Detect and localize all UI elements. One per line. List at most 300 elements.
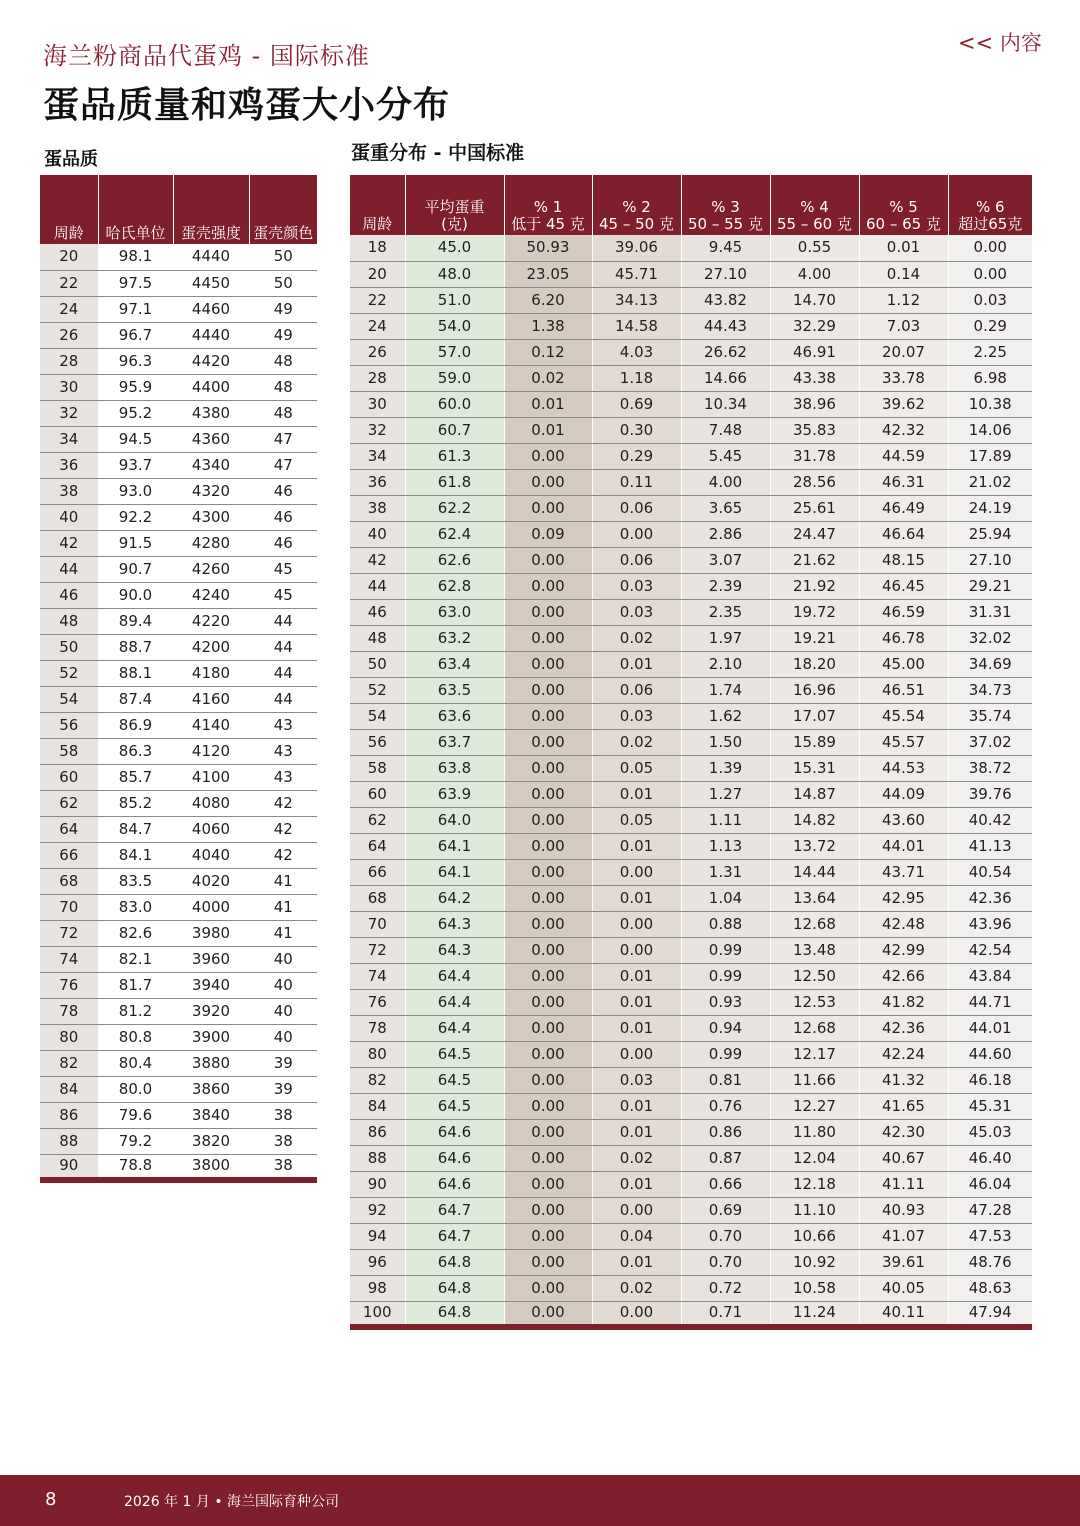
egg-size-cell: 41.13	[948, 833, 1032, 859]
egg-size-cell: 0.03	[592, 703, 681, 729]
egg-size-row	[350, 391, 1032, 417]
egg-size-cell: 25.61	[770, 495, 859, 521]
egg-quality-cell: 44	[249, 608, 317, 634]
egg-size-cell: 52	[350, 677, 405, 703]
egg-quality-cell: 50	[40, 634, 98, 660]
egg-quality-row	[40, 608, 317, 634]
egg-size-cell: 0.01	[592, 989, 681, 1015]
egg-size-cell: 46.49	[859, 495, 948, 521]
egg-size-cell: 42.36	[859, 1015, 948, 1041]
egg-size-cell: 76	[350, 989, 405, 1015]
egg-size-cell: 0.11	[592, 469, 681, 495]
egg-size-cell: 45.00	[859, 651, 948, 677]
egg-size-header-line2: (克)	[441, 215, 468, 233]
egg-quality-row	[40, 478, 317, 504]
egg-size-cell: 50.93	[504, 235, 592, 261]
egg-size-cell: 56	[350, 729, 405, 755]
egg-quality-row	[40, 1102, 317, 1128]
egg-quality-row	[40, 790, 317, 816]
egg-size-row	[350, 1041, 1032, 1067]
egg-quality-cell: 86.9	[98, 712, 173, 738]
egg-size-cell: 38	[350, 495, 405, 521]
egg-size-cell: 44.09	[859, 781, 948, 807]
egg-quality-cell: 3800	[173, 1154, 249, 1180]
egg-size-cell: 6.20	[504, 287, 592, 313]
egg-size-row	[350, 651, 1032, 677]
egg-quality-row	[40, 1050, 317, 1076]
egg-size-cell: 0.00	[504, 755, 592, 781]
egg-size-cell: 51.0	[405, 287, 504, 313]
egg-quality-row	[40, 426, 317, 452]
egg-quality-row	[40, 894, 317, 920]
egg-size-cell: 0.00	[592, 911, 681, 937]
egg-size-cell: 15.89	[770, 729, 859, 755]
egg-size-cell: 2.86	[681, 521, 770, 547]
egg-quality-cell: 78.8	[98, 1154, 173, 1180]
egg-size-cell: 4.00	[770, 261, 859, 287]
egg-size-cell: 64.5	[405, 1041, 504, 1067]
egg-size-cell: 0.02	[504, 365, 592, 391]
egg-quality-row	[40, 634, 317, 660]
egg-quality-cell: 47	[249, 452, 317, 478]
egg-size-row	[350, 755, 1032, 781]
egg-size-row	[350, 365, 1032, 391]
egg-size-cell: 42.30	[859, 1119, 948, 1145]
egg-size-row	[350, 573, 1032, 599]
egg-quality-cell: 41	[249, 894, 317, 920]
egg-quality-cell: 40	[249, 946, 317, 972]
egg-quality-row	[40, 1024, 317, 1050]
egg-quality-cell: 45	[249, 556, 317, 582]
egg-size-cell: 60.0	[405, 391, 504, 417]
egg-size-cell: 63.6	[405, 703, 504, 729]
egg-quality-cell: 72	[40, 920, 98, 946]
egg-size-cell: 64.3	[405, 937, 504, 963]
egg-size-cell: 42.24	[859, 1041, 948, 1067]
egg-quality-row	[40, 842, 317, 868]
egg-size-cell: 63.2	[405, 625, 504, 651]
egg-quality-cell: 3980	[173, 920, 249, 946]
egg-quality-cell: 83.0	[98, 894, 173, 920]
egg-size-cell: 0.00	[592, 1041, 681, 1067]
egg-size-cell: 0.00	[592, 1301, 681, 1327]
egg-size-cell: 7.03	[859, 313, 948, 339]
egg-size-header-line1: % 5	[889, 198, 918, 216]
egg-size-cell: 0.00	[504, 547, 592, 573]
egg-size-cell: 42.66	[859, 963, 948, 989]
egg-quality-cell: 45	[249, 582, 317, 608]
egg-quality-cell: 4340	[173, 452, 249, 478]
egg-size-cell: 1.12	[859, 287, 948, 313]
egg-size-cell: 66	[350, 859, 405, 885]
egg-quality-cell: 81.7	[98, 972, 173, 998]
egg-size-cell: 10.92	[770, 1249, 859, 1275]
egg-size-cell: 16.96	[770, 677, 859, 703]
egg-quality-row	[40, 946, 317, 972]
egg-size-column-header	[350, 175, 405, 235]
egg-size-row	[350, 781, 1032, 807]
egg-quality-row	[40, 374, 317, 400]
egg-size-cell: 0.00	[504, 729, 592, 755]
egg-quality-cell: 4280	[173, 530, 249, 556]
egg-quality-cell: 3940	[173, 972, 249, 998]
egg-size-cell: 2.39	[681, 573, 770, 599]
egg-size-cell: 0.00	[504, 573, 592, 599]
egg-size-cell: 31.31	[948, 599, 1032, 625]
egg-size-cell: 12.50	[770, 963, 859, 989]
egg-size-row	[350, 1197, 1032, 1223]
egg-quality-cell: 4360	[173, 426, 249, 452]
egg-size-cell: 1.38	[504, 313, 592, 339]
egg-size-cell: 0.01	[592, 885, 681, 911]
egg-size-cell: 0.99	[681, 963, 770, 989]
egg-size-cell: 0.00	[504, 911, 592, 937]
egg-size-cell: 9.45	[681, 235, 770, 261]
egg-size-cell: 20.07	[859, 339, 948, 365]
egg-size-row	[350, 625, 1032, 651]
egg-size-cell: 46.40	[948, 1145, 1032, 1171]
egg-size-row	[350, 339, 1032, 365]
egg-size-cell: 1.13	[681, 833, 770, 859]
egg-size-cell: 42	[350, 547, 405, 573]
egg-size-cell: 46.45	[859, 573, 948, 599]
egg-quality-cell: 96.3	[98, 348, 173, 374]
egg-size-cell: 64.4	[405, 989, 504, 1015]
egg-size-cell: 46.64	[859, 521, 948, 547]
egg-size-cell: 33.78	[859, 365, 948, 391]
egg-quality-cell: 92.2	[98, 504, 173, 530]
egg-size-cell: 0.00	[504, 1223, 592, 1249]
egg-size-cell: 0.00	[592, 1197, 681, 1223]
egg-quality-cell: 41	[249, 920, 317, 946]
egg-quality-cell: 48	[249, 348, 317, 374]
egg-size-cell: 40	[350, 521, 405, 547]
egg-size-cell: 44	[350, 573, 405, 599]
egg-size-cell: 0.00	[504, 1119, 592, 1145]
egg-size-cell: 0.00	[504, 1067, 592, 1093]
egg-quality-cell: 85.7	[98, 764, 173, 790]
egg-quality-cell: 42	[40, 530, 98, 556]
egg-size-header-line2: 50 – 55 克	[688, 215, 763, 233]
egg-size-header-line1: % 4	[800, 198, 829, 216]
egg-quality-cell: 62	[40, 790, 98, 816]
egg-size-cell: 0.00	[504, 651, 592, 677]
egg-size-cell: 41.82	[859, 989, 948, 1015]
egg-size-cell: 63.5	[405, 677, 504, 703]
egg-quality-section-title: 蛋品质	[44, 149, 98, 170]
egg-size-cell: 62.2	[405, 495, 504, 521]
egg-size-cell: 64.5	[405, 1093, 504, 1119]
egg-size-cell: 41.65	[859, 1093, 948, 1119]
egg-quality-cell: 43	[249, 738, 317, 764]
egg-size-cell: 14.66	[681, 365, 770, 391]
egg-size-cell: 0.29	[592, 443, 681, 469]
egg-quality-cell: 90.7	[98, 556, 173, 582]
egg-size-cell: 40.05	[859, 1275, 948, 1301]
egg-quality-cell: 79.2	[98, 1128, 173, 1154]
egg-size-cell: 63.4	[405, 651, 504, 677]
egg-size-cell: 26.62	[681, 339, 770, 365]
egg-size-cell: 24.19	[948, 495, 1032, 521]
egg-quality-row	[40, 244, 317, 270]
egg-size-cell: 23.05	[504, 261, 592, 287]
egg-quality-cell: 95.2	[98, 400, 173, 426]
egg-size-row	[350, 1249, 1032, 1275]
egg-size-cell: 39.06	[592, 235, 681, 261]
egg-size-header-line1: % 1	[533, 198, 563, 216]
egg-size-cell: 0.99	[681, 937, 770, 963]
egg-size-table	[350, 175, 1032, 1330]
document-subtitle: 海兰粉商品代蛋鸡 - 国际标准	[43, 42, 370, 70]
egg-size-cell: 0.00	[504, 807, 592, 833]
egg-size-cell: 2.10	[681, 651, 770, 677]
egg-quality-row	[40, 582, 317, 608]
egg-size-cell: 50	[350, 651, 405, 677]
egg-size-cell: 0.09	[504, 521, 592, 547]
egg-size-cell: 4.00	[681, 469, 770, 495]
egg-quality-cell: 4020	[173, 868, 249, 894]
egg-size-cell: 0.70	[681, 1223, 770, 1249]
egg-size-cell: 60	[350, 781, 405, 807]
egg-size-cell: 64.7	[405, 1197, 504, 1223]
egg-size-cell: 1.11	[681, 807, 770, 833]
egg-size-cell: 48.76	[948, 1249, 1032, 1275]
egg-size-cell: 40.93	[859, 1197, 948, 1223]
egg-size-row	[350, 911, 1032, 937]
egg-size-cell: 45.0	[405, 235, 504, 261]
egg-size-cell: 14.58	[592, 313, 681, 339]
egg-size-cell: 17.07	[770, 703, 859, 729]
egg-size-cell: 14.87	[770, 781, 859, 807]
egg-size-cell: 40.67	[859, 1145, 948, 1171]
egg-size-header-line2: 55 – 60 克	[777, 215, 852, 233]
egg-size-row	[350, 677, 1032, 703]
egg-size-cell: 84	[350, 1093, 405, 1119]
egg-quality-cell: 90	[40, 1154, 98, 1180]
egg-size-cell: 42.95	[859, 885, 948, 911]
egg-size-cell: 46.91	[770, 339, 859, 365]
egg-quality-cell: 96.7	[98, 322, 173, 348]
egg-quality-cell: 43	[249, 764, 317, 790]
egg-quality-cell: 40	[249, 1024, 317, 1050]
egg-quality-cell: 50	[249, 270, 317, 296]
egg-size-cell: 0.03	[592, 1067, 681, 1093]
egg-size-cell: 47.28	[948, 1197, 1032, 1223]
egg-quality-cell: 38	[249, 1128, 317, 1154]
egg-size-cell: 0.93	[681, 989, 770, 1015]
egg-quality-cell: 34	[40, 426, 98, 452]
egg-size-cell: 0.01	[592, 963, 681, 989]
egg-quality-cell: 22	[40, 270, 98, 296]
egg-size-cell: 0.88	[681, 911, 770, 937]
egg-size-cell: 0.01	[592, 1249, 681, 1275]
egg-size-cell: 0.00	[504, 859, 592, 885]
egg-size-cell: 0.00	[592, 521, 681, 547]
egg-size-cell: 0.00	[592, 859, 681, 885]
egg-size-cell: 70	[350, 911, 405, 937]
egg-size-cell: 12.04	[770, 1145, 859, 1171]
egg-size-cell: 0.00	[504, 1249, 592, 1275]
egg-size-cell: 13.72	[770, 833, 859, 859]
egg-size-cell: 68	[350, 885, 405, 911]
egg-quality-cell: 42	[249, 816, 317, 842]
egg-size-cell: 64.3	[405, 911, 504, 937]
egg-size-cell: 0.00	[504, 1301, 592, 1327]
egg-quality-cell: 97.5	[98, 270, 173, 296]
egg-size-cell: 40.11	[859, 1301, 948, 1327]
egg-quality-cell: 4260	[173, 556, 249, 582]
egg-quality-cell: 4200	[173, 634, 249, 660]
egg-size-cell: 7.48	[681, 417, 770, 443]
egg-size-header-line1: 平均蛋重	[424, 198, 485, 216]
egg-quality-cell: 44	[40, 556, 98, 582]
egg-quality-row	[40, 920, 317, 946]
egg-size-cell: 47.94	[948, 1301, 1032, 1327]
egg-size-cell: 11.80	[770, 1119, 859, 1145]
egg-quality-cell: 76	[40, 972, 98, 998]
egg-size-cell: 1.04	[681, 885, 770, 911]
egg-quality-cell: 84	[40, 1076, 98, 1102]
egg-size-cell: 0.66	[681, 1171, 770, 1197]
egg-quality-cell: 81.2	[98, 998, 173, 1024]
egg-quality-cell: 84.1	[98, 842, 173, 868]
egg-size-cell: 48.63	[948, 1275, 1032, 1301]
egg-size-cell: 45.31	[948, 1093, 1032, 1119]
egg-quality-cell: 52	[40, 660, 98, 686]
egg-size-cell: 0.03	[592, 573, 681, 599]
egg-size-cell: 1.74	[681, 677, 770, 703]
egg-size-header-line2: 低于 45 克	[511, 215, 585, 233]
egg-size-cell: 0.00	[504, 1275, 592, 1301]
egg-size-cell: 1.39	[681, 755, 770, 781]
egg-size-cell: 54.0	[405, 313, 504, 339]
egg-size-cell: 61.3	[405, 443, 504, 469]
egg-size-cell: 29.21	[948, 573, 1032, 599]
egg-size-cell: 0.00	[504, 885, 592, 911]
egg-size-cell: 63.8	[405, 755, 504, 781]
egg-size-cell: 1.27	[681, 781, 770, 807]
egg-size-cell: 3.07	[681, 547, 770, 573]
egg-size-row	[350, 1171, 1032, 1197]
egg-size-cell: 45.03	[948, 1119, 1032, 1145]
egg-size-cell: 0.05	[592, 755, 681, 781]
egg-size-row	[350, 313, 1032, 339]
egg-size-cell: 88	[350, 1145, 405, 1171]
egg-quality-cell: 90.0	[98, 582, 173, 608]
egg-quality-cell: 46	[249, 530, 317, 556]
egg-quality-cell: 28	[40, 348, 98, 374]
egg-size-column-header	[859, 175, 948, 235]
egg-size-cell: 0.00	[504, 1015, 592, 1041]
egg-quality-cell: 4450	[173, 270, 249, 296]
egg-quality-cell: 98.1	[98, 244, 173, 270]
egg-quality-row	[40, 972, 317, 998]
egg-quality-row	[40, 868, 317, 894]
egg-size-cell: 0.01	[592, 1119, 681, 1145]
egg-quality-cell: 4120	[173, 738, 249, 764]
egg-size-cell: 63.7	[405, 729, 504, 755]
egg-quality-cell: 82	[40, 1050, 98, 1076]
egg-size-cell: 39.61	[859, 1249, 948, 1275]
egg-quality-cell: 20	[40, 244, 98, 270]
egg-quality-row	[40, 686, 317, 712]
egg-size-cell: 0.00	[504, 495, 592, 521]
contents-link[interactable]: << 内容	[958, 31, 1042, 55]
egg-size-cell: 21.92	[770, 573, 859, 599]
egg-size-cell: 42.99	[859, 937, 948, 963]
egg-size-cell: 20	[350, 261, 405, 287]
egg-size-cell: 0.02	[592, 625, 681, 651]
egg-quality-cell: 91.5	[98, 530, 173, 556]
egg-quality-cell: 97.1	[98, 296, 173, 322]
egg-size-cell: 42.32	[859, 417, 948, 443]
egg-quality-cell: 4040	[173, 842, 249, 868]
egg-size-cell: 63.9	[405, 781, 504, 807]
egg-size-cell: 0.01	[592, 1093, 681, 1119]
egg-quality-cell: 87.4	[98, 686, 173, 712]
egg-size-cell: 11.66	[770, 1067, 859, 1093]
egg-size-cell: 1.50	[681, 729, 770, 755]
egg-size-cell: 0.00	[504, 989, 592, 1015]
egg-quality-cell: 4420	[173, 348, 249, 374]
egg-quality-cell: 4180	[173, 660, 249, 686]
egg-size-cell: 0.69	[681, 1197, 770, 1223]
egg-size-cell: 0.94	[681, 1015, 770, 1041]
egg-size-cell: 0.06	[592, 547, 681, 573]
egg-size-cell: 100	[350, 1301, 405, 1327]
egg-quality-cell: 42	[249, 790, 317, 816]
egg-size-row	[350, 235, 1032, 261]
egg-quality-cell: 38	[249, 1102, 317, 1128]
egg-size-cell: 13.64	[770, 885, 859, 911]
egg-size-cell: 1.97	[681, 625, 770, 651]
egg-size-cell: 27.10	[681, 261, 770, 287]
egg-size-row	[350, 287, 1032, 313]
egg-size-cell: 0.76	[681, 1093, 770, 1119]
egg-size-row	[350, 833, 1032, 859]
egg-size-cell: 0.01	[592, 781, 681, 807]
egg-size-cell: 11.10	[770, 1197, 859, 1223]
egg-quality-cell: 3840	[173, 1102, 249, 1128]
egg-size-cell: 0.12	[504, 339, 592, 365]
egg-size-cell: 43.82	[681, 287, 770, 313]
egg-size-cell: 0.29	[948, 313, 1032, 339]
egg-size-row	[350, 469, 1032, 495]
egg-quality-cell: 46	[249, 504, 317, 530]
egg-size-cell: 0.01	[592, 833, 681, 859]
egg-size-cell: 34.69	[948, 651, 1032, 677]
egg-size-cell: 64.8	[405, 1249, 504, 1275]
egg-size-header-row	[350, 175, 1032, 235]
egg-size-cell: 0.00	[504, 963, 592, 989]
egg-size-cell: 12.53	[770, 989, 859, 1015]
egg-quality-cell: 4440	[173, 322, 249, 348]
egg-quality-cell: 48	[249, 374, 317, 400]
egg-quality-cell: 40	[249, 972, 317, 998]
egg-size-column-header	[681, 175, 770, 235]
egg-size-cell: 0.00	[504, 677, 592, 703]
egg-size-cell: 21.02	[948, 469, 1032, 495]
egg-size-cell: 0.01	[504, 417, 592, 443]
egg-size-cell: 90	[350, 1171, 405, 1197]
egg-quality-cell: 39	[249, 1050, 317, 1076]
egg-size-cell: 0.04	[592, 1223, 681, 1249]
egg-size-cell: 44.59	[859, 443, 948, 469]
egg-size-cell: 2.35	[681, 599, 770, 625]
egg-size-column-header	[770, 175, 859, 235]
egg-size-cell: 0.00	[504, 781, 592, 807]
egg-size-header-line1: % 2	[622, 198, 651, 216]
